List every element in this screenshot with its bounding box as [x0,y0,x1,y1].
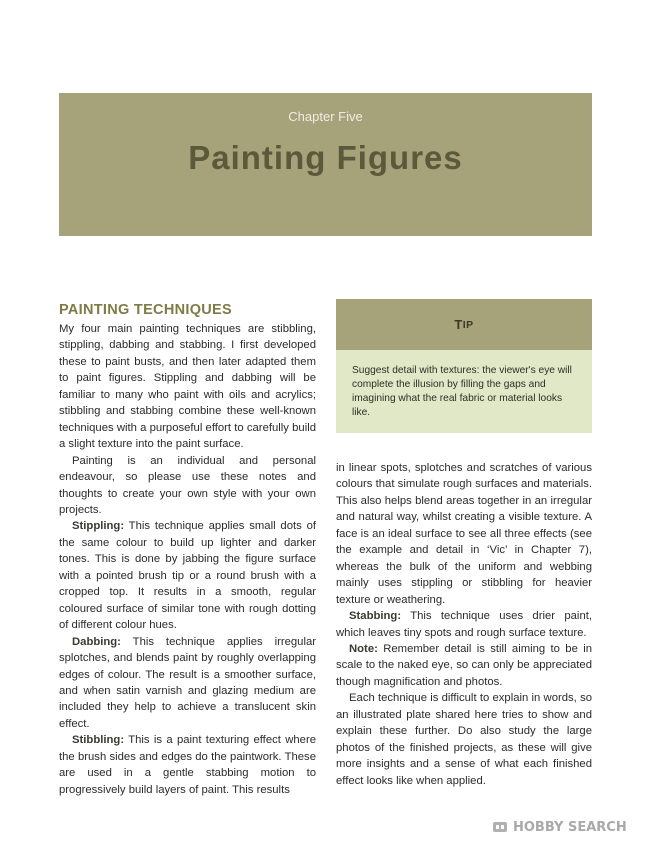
hobby-search-logo-icon [492,819,508,835]
paragraph-stippling [59,518,316,633]
paragraph-personal: Painting is an individual and personal endeavour, so please use these notes and thoughts to create your own style with your own projects. [59,454,316,516]
stabbing-text: This technique uses drier paint, which leaves tiny spots and rough surface texture. [336,610,592,639]
section-heading: PAINTING TECHNIQUES [59,302,232,318]
watermark [492,817,627,837]
right-column [336,460,592,789]
tip-box [336,299,592,433]
chapter-title: Painting Figures [188,139,463,176]
term-stabbing: Stabbing: [349,610,402,623]
term-note: Note: [349,642,378,655]
term-stibbling: Stibbling: [72,734,125,747]
paragraph-technique: Each technique is difficult to explain in words, so an illustrated plate shared here tries to show and explain these further. Do also study the large photos of the finished projects, as these will give more insights and a sense of what each finished effect looks like when applied. [336,692,592,787]
stibbling-text: This is a paint texturing effect where the brush sides and edges do the paintwork. These are used in a gentle stabbing motion to progressively build layers of paint. This results [59,734,316,796]
chapter-banner [59,93,592,236]
left-column [59,321,316,798]
paragraph-continued: in linear spots, splotches and scratches of various colours that simulate rough surfaces and materials. This also helps blend areas together in an irregular and natural way, whilst creating a visible texture. A face is an ideal surface to see all three effects (see the example and detail in ‘Vic’ in Chapter 7), whereas the bulk of the uniform and webbing mainly uses stippling or stibbling for heavier texture or weathering. [336,462,592,606]
tip-title-initial: T [454,317,463,332]
paragraph-stibbling [59,732,316,798]
tip-body: Suggest detail with textures: the viewer's eye will complete the illusion by filling the gaps and imagining what the real fabric or material looks like. [336,350,592,433]
note-text: Remember detail is still aiming to be in scale to the naked eye, so can only be appreciated though magnification and photos. [336,642,592,688]
term-stippling: Stippling: [72,520,125,533]
stippling-text: This technique applies small dots of the same colour to build up lighter and darker tones. This is done by jabbing the figure surface with a pointed brush tip or a round brush with a cropped top. It results in a smooth, regular coloured surface of similar tone with rough dotting of different colour hues. [59,520,316,632]
term-dabbing: Dabbing: [72,635,121,648]
paragraph-intro: My four main painting techniques are stibbling, stippling, dabbing and stabbing. I first developed these to paint busts, and then later adapted them to paint figures. Stippling and dabbing will be familiar to many who paint with oils and acrylics; stibbling and stabbing combine these well-known techniques with a purposeful effort to carefully build a slight texture into the paint surface. [59,323,316,451]
dabbing-text: This technique applies irregular splotches, and blends paint by roughly overlapping edges of colour. The result is a smoother surface, and when satin varnish and glazing medium are included they help to achieve a translucent skin effect. [59,635,316,730]
paragraph-stabbing [336,608,592,641]
chapter-label: Chapter Five [288,109,363,124]
paragraph-dabbing [59,634,316,733]
paragraph-note [336,641,592,690]
tip-title-rest: IP [462,318,474,331]
tip-header [336,299,592,350]
watermark-text: HOBBY SEARCH [513,819,627,835]
